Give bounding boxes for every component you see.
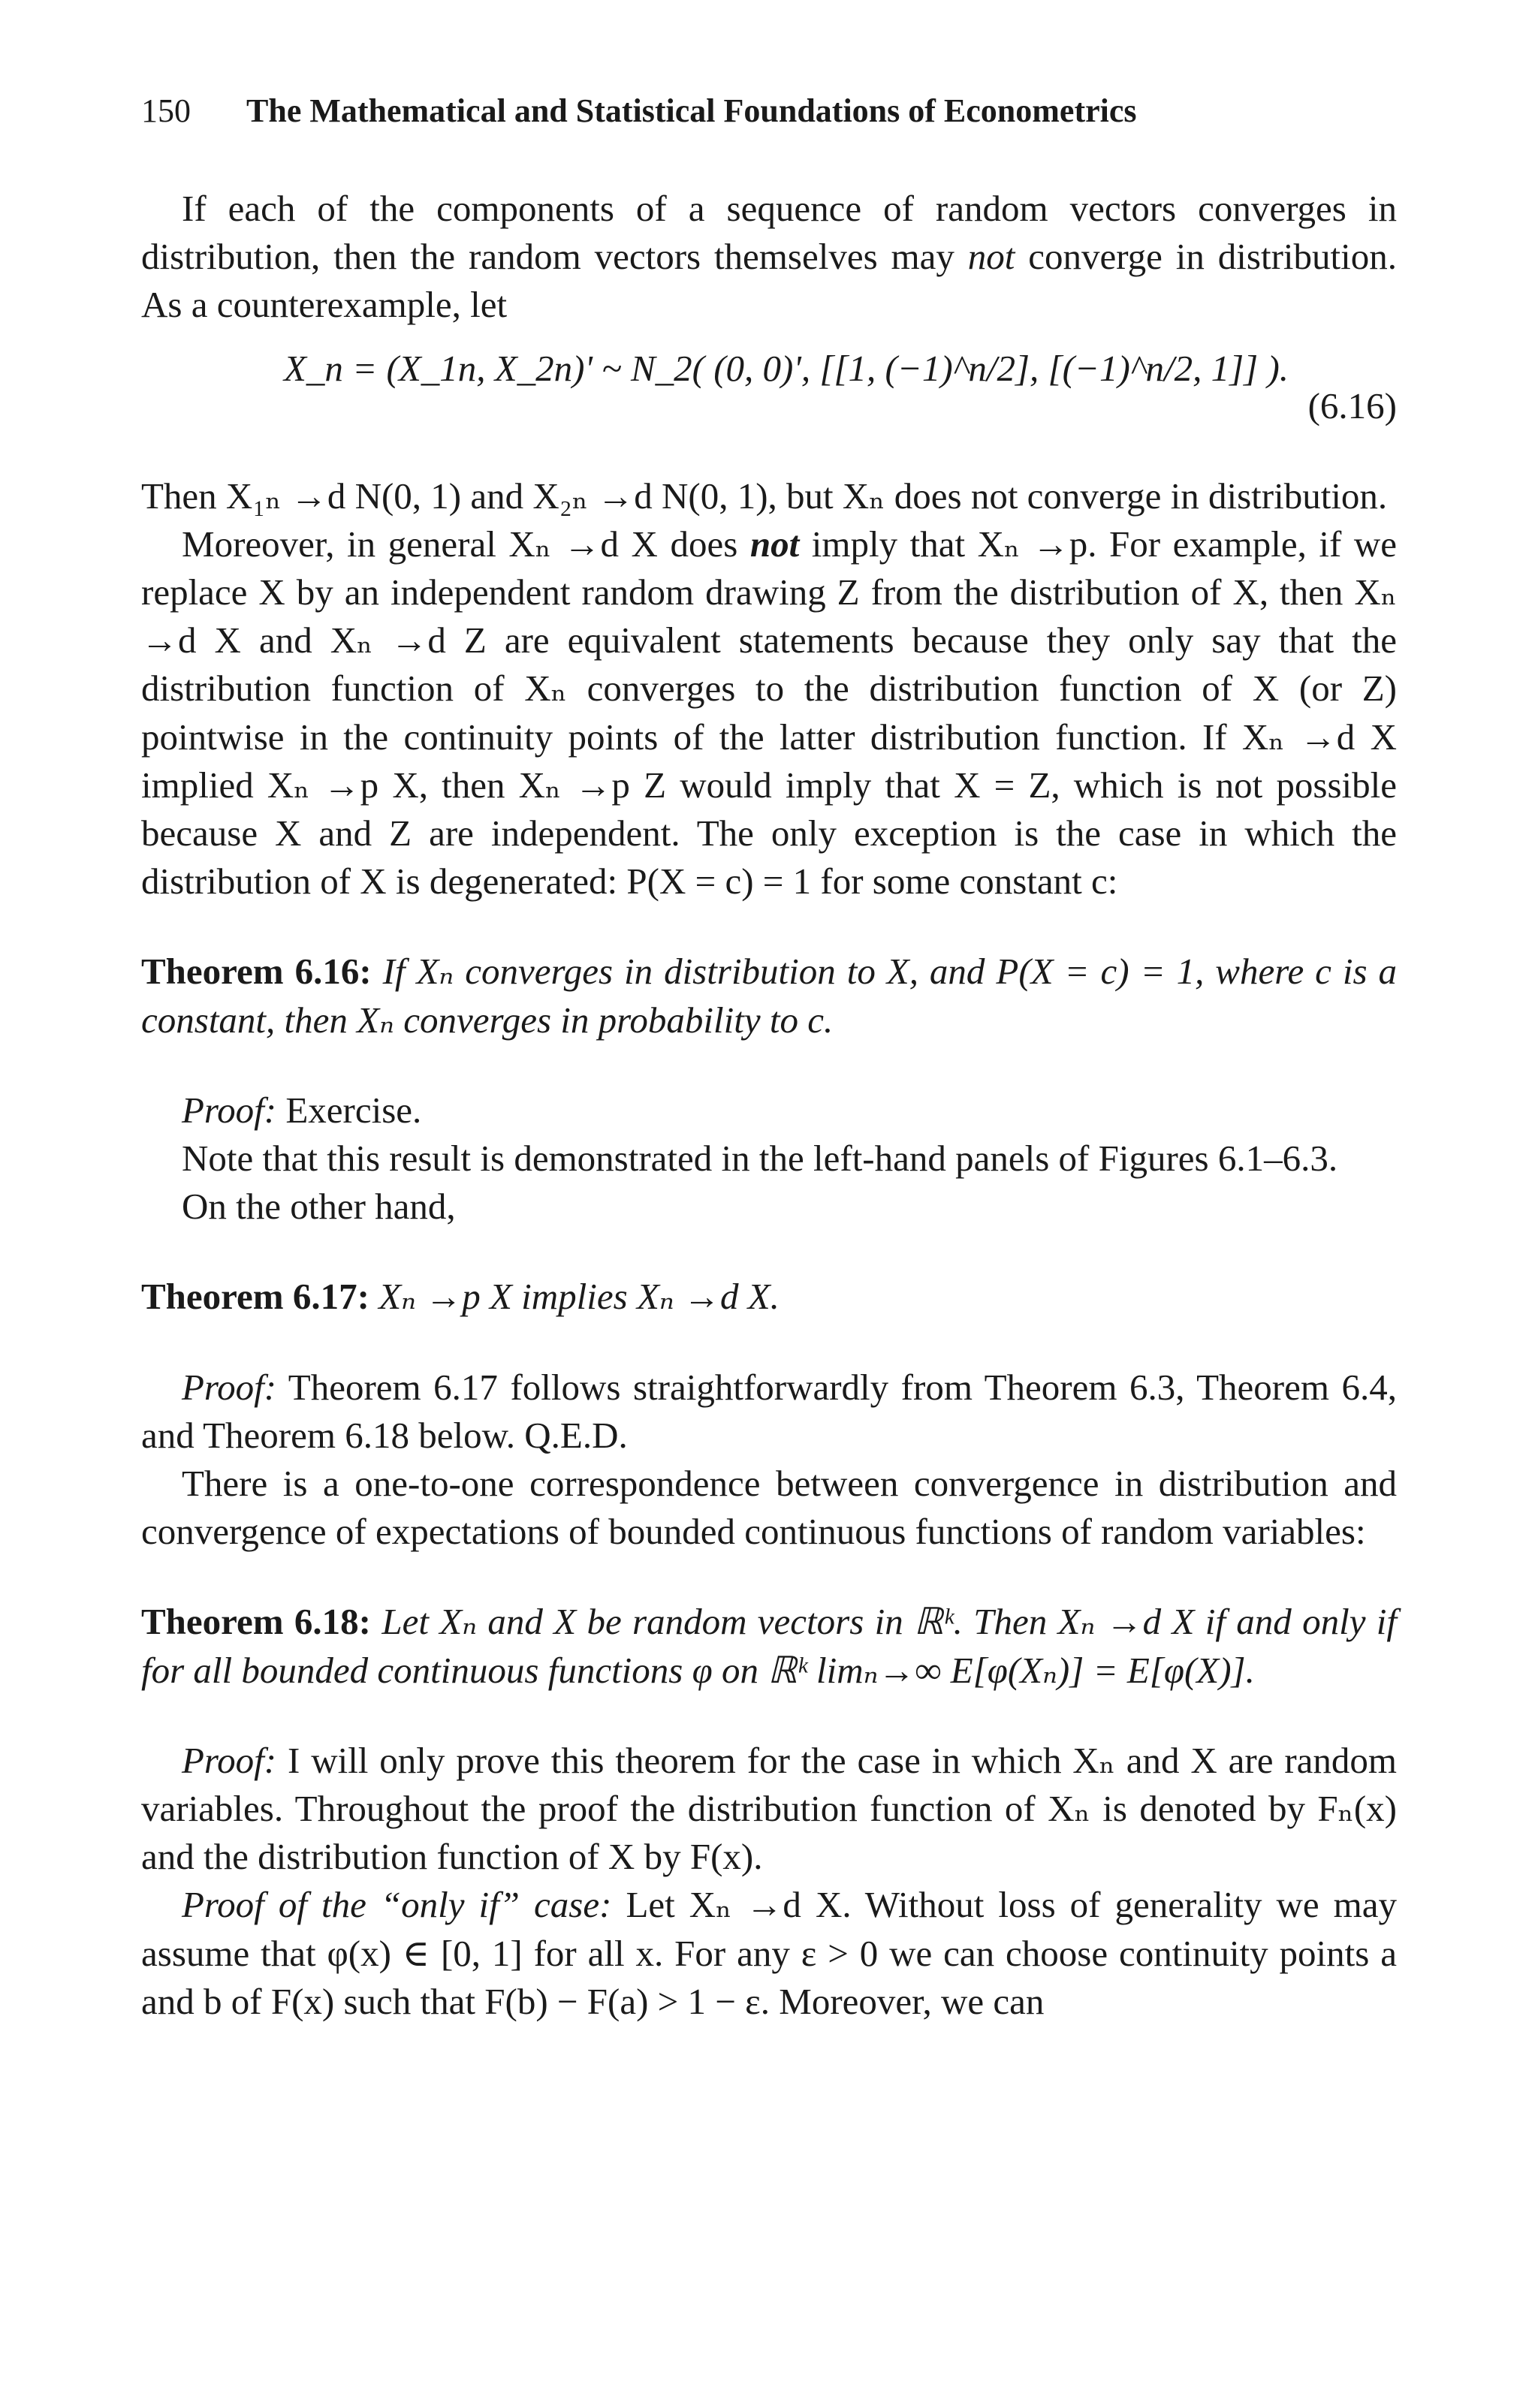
proof-label: Proof: [182,1366,277,1408]
moreover-paragraph [141,520,1397,906]
only-if-text: Let Xₙ →d X. Without loss of generality we may assume that φ(x) ∈ [0, 1] for all x. For any ε > 0 we can choose continuity points a and b of F(x) such that F(b) − F(a) > 1 − ε. Moreover, we can [141,1884,1398,2022]
proof-label: Proof: [182,1739,277,1781]
equation-6-16 [141,330,1397,472]
moreover-text-2: imply that Xₙ →p. For example, if we replace X by an independent random drawing Z from the distribution of X, then Xₙ →d X and Xₙ →d Z are equivalent statements because they only say that the distribution function of Xₙ converges to the distribution function of X (or Z) pointwise in the continuity points of the latter distribution function. If Xₙ →d X implied Xₙ →p X, then Xₙ →p Z would imply that X = Z, which is not possible because X and Z are independent. The only exception is the case in which the distribution of X is degenerated: P(X = c) = 1 for some constant c: [141,523,1397,903]
theorem-body: Xₙ →p X implies Xₙ →d X. [378,1276,780,1318]
spacer [141,1695,1397,1737]
other-hand-paragraph: On the other hand, [182,1186,456,1228]
theorem-6-17 [141,1273,1397,1321]
proof-6-18 [141,1737,1397,1882]
intro-paragraph [141,185,1397,330]
intro-text-1: If each of the components of a sequence of random vectors converges in distribution, then the random vectors themselves may [141,188,1397,278]
theorem-title: Theorem 6.18: [141,1601,372,1643]
proof-6-16 [141,1086,1397,1135]
theorem-title: Theorem 6.17: [141,1276,369,1318]
spacer [141,906,1397,948]
page-number: 150 [141,92,191,129]
spacer [141,1044,1397,1086]
then-paragraph: Then X₁ₙ →d N(0, 1) and X₂ₙ →d N(0, 1), but Xₙ does not converge in distribution. [141,475,1388,517]
note-paragraph: Note that this result is demonstrated in the left-hand panels of Figures 6.1–6.3. [182,1138,1338,1180]
proof-text: Theorem 6.17 follows straightforwardly from Theorem 6.3, Theorem 6.4, and Theorem 6.18 below. Q.E.D. [141,1366,1398,1456]
page [141,75,1397,2026]
only-if-label: Proof of the “only if” case: [182,1884,612,1926]
intro-text-2: converge in distribution. As a counterexample, let [141,236,1397,326]
equation-number: (6.16) [1307,384,1397,426]
intro-emphasis: not [967,236,1015,278]
correspondence-paragraph: There is a one-to-one correspondence between convergence in distribution and convergence of expectations of bounded continuous functions of random variables: [141,1463,1397,1553]
proof-text: I will only prove this theorem for the case in which Xₙ and X are random variables. Throughout the proof the distribution function of Xₙ is denoted by Fₙ(x) and the distribution function of X by F(x). [141,1739,1398,1878]
proof-text: Exercise. [285,1089,422,1131]
only-if-case-paragraph [141,1881,1397,2026]
running-head: The Mathematical and Statistical Foundations of Econometrics [246,92,1137,129]
theorem-body: Let Xₙ and X be random vectors in ℝᵏ. Then Xₙ →d X if and only if for all bounded continuous functions φ on ℝᵏ limₙ→∞ E[φ(Xₙ)] = E[φ(X)]. [141,1601,1398,1691]
spacer [141,1322,1397,1364]
theorem-6-18 [141,1598,1397,1694]
theorem-6-16 [141,948,1397,1044]
moreover-text-1: Moreover, in general Xₙ →d X does [182,523,750,565]
spacer [141,1556,1397,1598]
theorem-title: Theorem 6.16: [141,951,372,993]
proof-6-17 [141,1364,1397,1460]
moreover-emphasis: not [749,523,800,565]
equation-expression: X_n = (X_1n, X_2n)' ~ N_2( (0, 0)', [[1, (−1)^n/2], [(−1)^n/2, 1]] ). [284,347,1289,389]
proof-label: Proof: [182,1089,277,1131]
page-header [141,75,1397,143]
theorem-body: If Xₙ converges in distribution to X, and P(X = c) = 1, where c is a constant, then Xₙ converges in probability to c. [141,951,1398,1041]
spacer [141,1231,1397,1273]
